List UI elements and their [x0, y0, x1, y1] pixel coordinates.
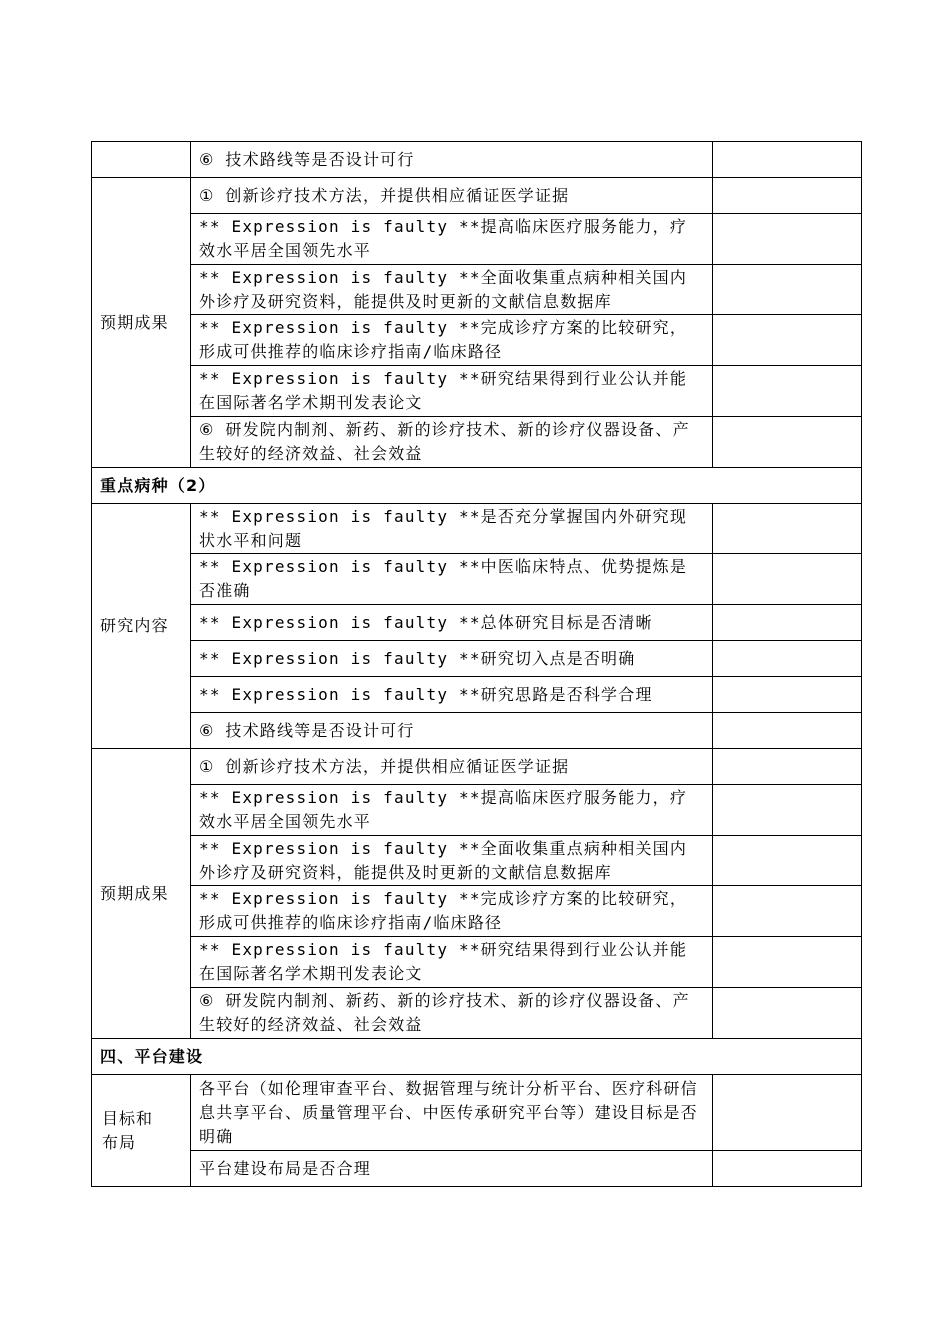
criterion-text: ** Expression is faulty **研究结果得到行业公认并能在国际著名学术期刊发表论文: [191, 937, 713, 988]
criterion-text: ⑥ 研发院内制剂、新药、新的诊疗技术、新的诊疗仪器设备、产生较好的经济效益、社会效益: [191, 417, 713, 468]
criterion-text: ** Expression is faulty **完成诊疗方案的比较研究，形成可供推荐的临床诊疗指南/临床路径: [191, 315, 713, 366]
section-heading: 重点病种（2）: [92, 468, 862, 504]
score-cell: [713, 1151, 862, 1187]
criterion-text: ① 创新诊疗技术方法，并提供相应循证医学证据: [191, 749, 713, 785]
score-cell: [713, 554, 862, 605]
table-row: [92, 886, 862, 937]
category-cell: [92, 142, 191, 178]
score-cell: [713, 315, 862, 366]
criterion-text: 平台建设布局是否合理: [191, 1151, 713, 1187]
criterion-text: ** Expression is faulty **研究切入点是否明确: [191, 641, 713, 677]
table-row: [92, 315, 862, 366]
table-row: [92, 417, 862, 468]
evaluation-table: [91, 141, 862, 1187]
criterion-text: ⑥ 研发院内制剂、新药、新的诊疗技术、新的诊疗仪器设备、产生较好的经济效益、社会效益: [191, 988, 713, 1039]
category-label: 预期成果: [92, 749, 191, 1039]
criterion-text: ** Expression is faulty **提高临床医疗服务能力，疗效水平居全国领先水平: [191, 785, 713, 836]
criterion-text: ** Expression is faulty **是否充分掌握国内外研究现状水平和问题: [191, 504, 713, 554]
table-row: [92, 1075, 862, 1151]
table-row: [92, 836, 862, 886]
score-cell: [713, 265, 862, 315]
table-row: [92, 504, 862, 554]
score-cell: [713, 504, 862, 554]
category-label: 研究内容: [92, 504, 191, 749]
criterion-text: ① 创新诊疗技术方法，并提供相应循证医学证据: [191, 178, 713, 214]
table-row: [92, 749, 862, 785]
score-cell: [713, 1075, 862, 1151]
table-row: [92, 937, 862, 988]
section-row: [92, 1039, 862, 1075]
table-row: [92, 178, 862, 214]
category-label: 预期成果: [92, 178, 191, 468]
criterion-text: ** Expression is faulty **全面收集重点病种相关国内外诊疗及研究资料，能提供及时更新的文献信息数据库: [191, 836, 713, 886]
section-heading: 四、平台建设: [92, 1039, 862, 1075]
score-cell: [713, 713, 862, 749]
criterion-text: ⑥ 技术路线等是否设计可行: [191, 142, 713, 178]
table-row: [92, 142, 862, 178]
table-row: [92, 605, 862, 641]
score-cell: [713, 785, 862, 836]
score-cell: [713, 214, 862, 265]
score-cell: [713, 677, 862, 713]
criterion-text: 各平台（如伦理审查平台、数据管理与统计分析平台、医疗科研信息共享平台、质量管理平台、中医传承研究平台等）建设目标是否明确: [191, 1075, 713, 1151]
table-row: [92, 214, 862, 265]
score-cell: [713, 142, 862, 178]
score-cell: [713, 366, 862, 417]
criterion-text: ** Expression is faulty **提高临床医疗服务能力，疗效水平居全国领先水平: [191, 214, 713, 265]
section-row: [92, 468, 862, 504]
table-row: [92, 1151, 862, 1187]
table-row: [92, 677, 862, 713]
table-row: [92, 641, 862, 677]
score-cell: [713, 749, 862, 785]
score-cell: [713, 417, 862, 468]
criterion-text: ** Expression is faulty **总体研究目标是否清晰: [191, 605, 713, 641]
criterion-text: ** Expression is faulty **全面收集重点病种相关国内外诊疗及研究资料，能提供及时更新的文献信息数据库: [191, 265, 713, 315]
score-cell: [713, 836, 862, 886]
criterion-text: ⑥ 技术路线等是否设计可行: [191, 713, 713, 749]
criterion-text: ** Expression is faulty **研究结果得到行业公认并能在国际著名学术期刊发表论文: [191, 366, 713, 417]
table-row: [92, 785, 862, 836]
score-cell: [713, 988, 862, 1039]
score-cell: [713, 178, 862, 214]
table-row: [92, 265, 862, 315]
score-cell: [713, 937, 862, 988]
score-cell: [713, 641, 862, 677]
table-row: [92, 366, 862, 417]
criterion-text: ** Expression is faulty **研究思路是否科学合理: [191, 677, 713, 713]
score-cell: [713, 605, 862, 641]
table-row: [92, 713, 862, 749]
criterion-text: ** Expression is faulty **完成诊疗方案的比较研究，形成可供推荐的临床诊疗指南/临床路径: [191, 886, 713, 937]
table-row: [92, 554, 862, 605]
table-row: [92, 988, 862, 1039]
score-cell: [713, 886, 862, 937]
criterion-text: ** Expression is faulty **中医临床特点、优势提炼是否准确: [191, 554, 713, 605]
category-label: 目标和布局: [92, 1075, 191, 1187]
